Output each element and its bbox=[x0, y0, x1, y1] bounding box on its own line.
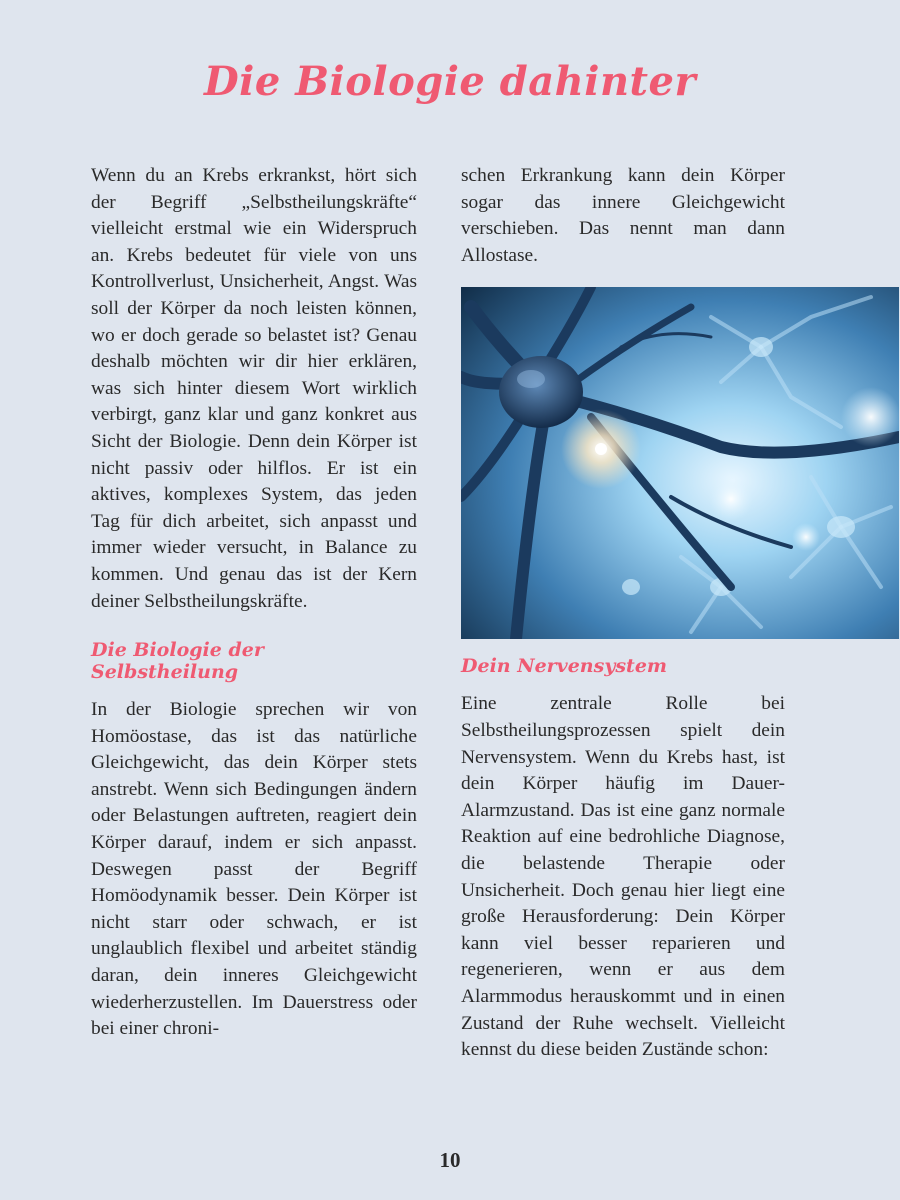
intro-paragraph: Wenn du an Krebs erkrankst, hört sich der Begriff „Selbstheilungskräfte“ vielleicht erstmal wie ein Widerspruch an. Krebs bedeutet für viele von uns Kontrollverlust, Unsicherheit, Angst. Was soll der Körper da noch leisten können, wo er doch gerade so belastet ist? Genau deshalb möchten wir dir hier erklären, was sich hinter diesem Wort wirklich verbirgt, ganz klar und ganz konkret aus Sicht der Biologie. Denn dein Körper ist nicht passiv oder hilflos. Er ist ein aktives, komplexes System, das jeden Tag für dich arbeitet, sich anpasst und immer wieder versucht, in Balance zu kommen. Und genau das ist der Kern deiner Selbstheilungskräfte. bbox=[91, 165, 417, 612]
page-title: Die Biologie dahinter bbox=[203, 58, 697, 105]
neuron-illustration bbox=[461, 287, 899, 639]
right-column bbox=[461, 163, 785, 1064]
nervensystem-paragraph: Eine zentrale Rolle bei Selbstheilungsprozessen spielt dein Nervensystem. Wenn du Krebs hast, ist dein Körper häufig im Dauer-Alarmzustand. Das ist eine ganz normale Reaktion auf eine bedrohliche Diagnose, die belastende Therapie oder Unsicherheit. Doch genau hier liegt eine große Herausforderung: Dein Körper kann viel besser reparieren und regenerieren, wenn er aus dem Alarmmodus herauskommt und in einen Zustand der Ruhe wechselt. Vielleicht kennst du diese beiden Zustände schon: bbox=[461, 693, 785, 1061]
selbstheilung-paragraph: In der Biologie sprechen wir von Homöostase, das ist das natürliche Gleichgewicht, das dein Körper stets anstrebt. Wenn sich Bedingungen ändern oder Belastungen auftreten, reagiert dein Körper darauf, indem er sich anpasst. Deswegen passt der Begriff Homöodynamik besser. Dein Körper ist nicht starr oder schwach, er ist unglaublich flexibel und arbeitet ständig daran, dein inneres Gleichgewicht wiederherzustellen. Im Dauerstress oder bei einer chroni- bbox=[91, 699, 417, 1040]
left-column bbox=[91, 163, 417, 1043]
page-number: 10 bbox=[439, 1148, 461, 1172]
section-heading-selbstheilung: Die Biologie der Selbstheilung bbox=[91, 639, 264, 684]
section-heading-nervensystem: Dein Nervensystem bbox=[461, 655, 668, 678]
continuation-paragraph: schen Erkrankung kann dein Körper sogar das innere Gleichgewicht verschieben. Das nennt man dann Allostase. bbox=[461, 165, 785, 266]
